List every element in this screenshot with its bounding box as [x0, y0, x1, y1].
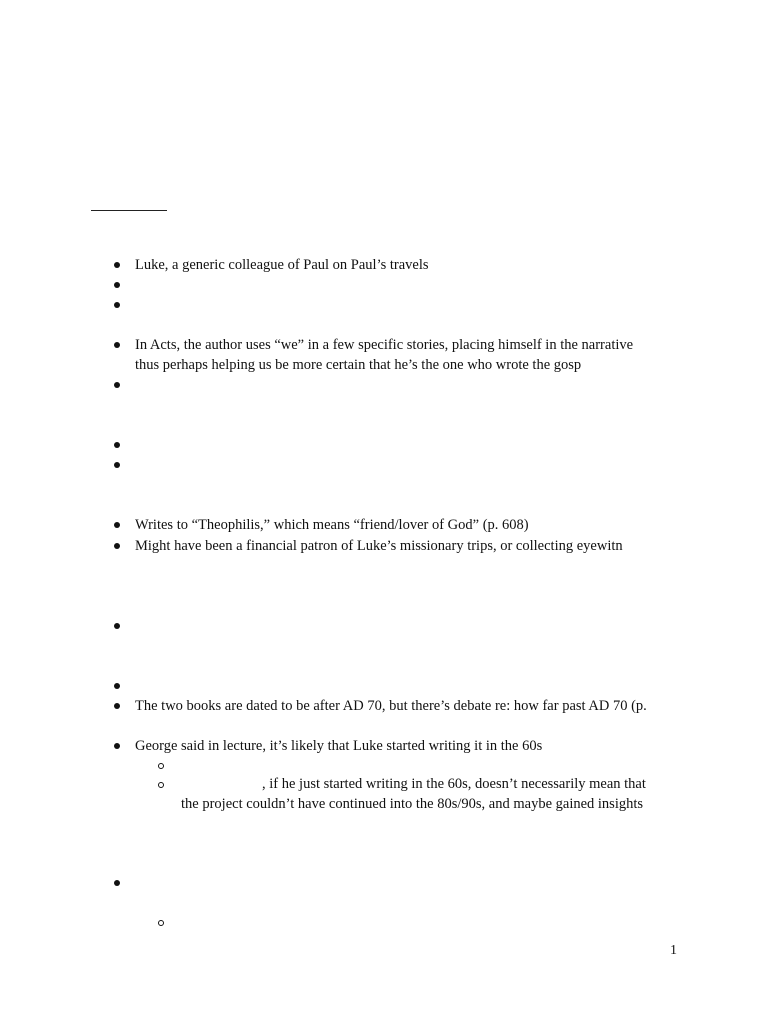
- sub-list-item-text-continuation: the project couldn’t have continued into the 80s/90s, and maybe gained insights: [181, 796, 644, 812]
- title-underline: [91, 210, 167, 211]
- sub-bullet-marker: [158, 763, 164, 769]
- list-item-text: The two books are dated to be after AD 70, but there’s debate re: how far past AD 70 (p.: [135, 698, 647, 714]
- sub-bullet-marker: [158, 920, 164, 926]
- bullet-marker: [114, 442, 120, 448]
- bullet-marker: [114, 462, 120, 468]
- list-item-text: Luke, a generic colleague of Paul on Paul’s travels: [135, 257, 429, 273]
- list-item-text: Writes to “Theophilis,” which means “friend/lover of God” (p. 608): [135, 517, 529, 533]
- list-item-text-continuation: thus perhaps helping us be more certain that he’s the one who wrote the gosp: [135, 357, 582, 373]
- bullet-marker: [114, 623, 120, 629]
- bullet-marker: [114, 703, 120, 709]
- bullet-marker: [114, 302, 120, 308]
- bullet-marker: [114, 282, 120, 288]
- bullet-marker: [114, 382, 120, 388]
- bullet-marker: [114, 522, 120, 528]
- list-item-text: George said in lecture, it’s likely that Luke started writing it in the 60s: [135, 738, 543, 754]
- sub-bullet-marker: [158, 782, 164, 788]
- bullet-marker: [114, 262, 120, 268]
- bullet-marker: [114, 880, 120, 886]
- list-item-text: Might have been a financial patron of Luke’s missionary trips, or collecting eyewitn: [135, 538, 623, 554]
- sub-list-item-text: , if he just started writing in the 60s, doesn’t necessarily mean that: [262, 776, 646, 792]
- bullet-marker: [114, 342, 120, 348]
- bullet-marker: [114, 743, 120, 749]
- bullet-marker: [114, 683, 120, 689]
- bullet-marker: [114, 543, 120, 549]
- page-number: 1: [670, 943, 677, 958]
- list-item-text: In Acts, the author uses “we” in a few specific stories, placing himself in the narrative: [135, 337, 634, 353]
